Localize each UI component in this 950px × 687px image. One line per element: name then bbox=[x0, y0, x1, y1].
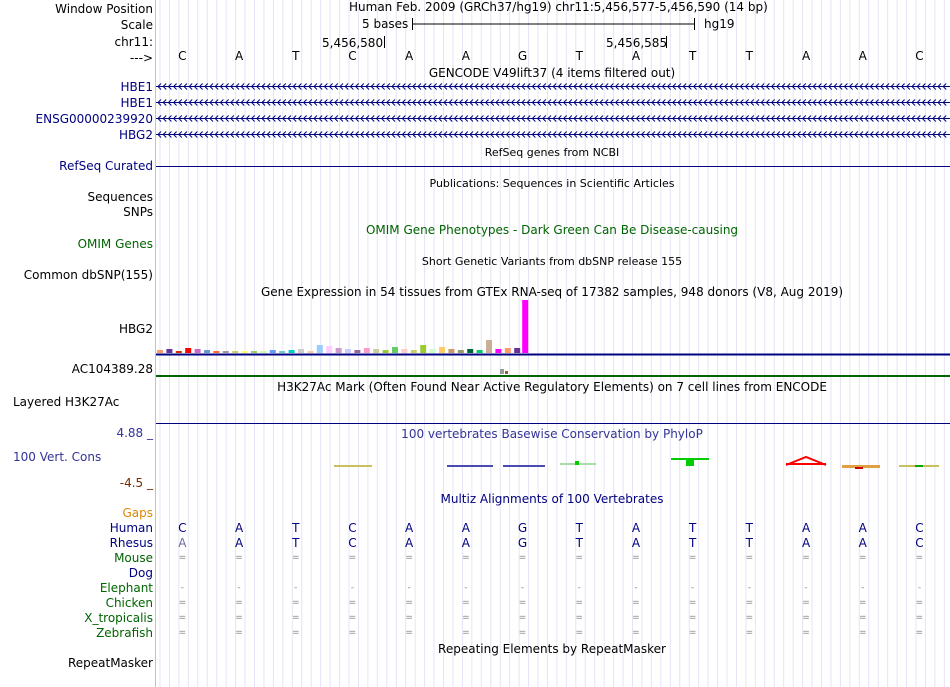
alignment-base: = bbox=[518, 553, 527, 563]
species-label[interactable]: Elephant bbox=[99, 581, 153, 595]
alignment-base: = bbox=[745, 628, 754, 638]
cons-mark bbox=[334, 465, 372, 467]
reference-base: G bbox=[517, 49, 528, 63]
publications-track-title[interactable]: Publications: Sequences in Scientific Articles bbox=[429, 177, 675, 190]
scale-value: 5 bases bbox=[362, 17, 409, 31]
alignment-base: = bbox=[858, 553, 867, 563]
gtex-tissue-bar[interactable] bbox=[270, 350, 276, 353]
alignment-base: C bbox=[915, 536, 924, 550]
gtex-tissue-bar[interactable] bbox=[401, 349, 407, 353]
alignment-base: = bbox=[745, 613, 754, 623]
publications-snps-label[interactable]: SNPs bbox=[123, 205, 153, 219]
alignment-base: = bbox=[802, 613, 810, 623]
gtex-tissue-bar[interactable] bbox=[307, 351, 313, 353]
alignment-base: T bbox=[688, 536, 697, 550]
alignment-base: = bbox=[348, 598, 357, 608]
alignment-base: T bbox=[575, 536, 583, 550]
alignment-base: = bbox=[405, 598, 413, 608]
alignment-base: G bbox=[517, 536, 528, 550]
gtex-tissue-bar[interactable] bbox=[373, 349, 379, 353]
cons-mark bbox=[915, 465, 923, 467]
alignment-base: A bbox=[858, 536, 867, 550]
alignment-base: = bbox=[348, 553, 357, 563]
gtex-gene-label[interactable]: AC104389.28 bbox=[71, 362, 153, 376]
alignment-base: = bbox=[745, 598, 754, 608]
alignment-base: - bbox=[917, 583, 922, 593]
alignment-base: A bbox=[801, 536, 811, 550]
gtex-tissue-bar[interactable] bbox=[439, 347, 445, 353]
reference-base: A bbox=[461, 49, 470, 63]
gtex-tissue-bar[interactable] bbox=[336, 348, 342, 353]
alignment-base: = bbox=[915, 628, 924, 638]
alignment-base: = bbox=[575, 553, 584, 563]
alignment-base: = bbox=[575, 613, 584, 623]
alignment-base: = bbox=[518, 598, 527, 608]
window-position-label: Window Position bbox=[55, 2, 153, 16]
cons-mark bbox=[855, 467, 863, 469]
alignment-base: = bbox=[802, 628, 810, 638]
reference-base: A bbox=[631, 49, 641, 63]
species-label[interactable]: X_tropicalis bbox=[84, 611, 153, 625]
alignment-base: = bbox=[348, 613, 357, 623]
alignment-base: T bbox=[745, 521, 754, 535]
alignment-base: T bbox=[292, 536, 300, 550]
h3k27ac-track-label[interactable]: Layered H3K27Ac bbox=[13, 395, 120, 409]
alignment-base: C bbox=[915, 521, 924, 535]
gtex-tissue-bar[interactable] bbox=[279, 351, 285, 353]
alignment-base: T bbox=[688, 521, 697, 535]
alignment-base: = bbox=[405, 613, 413, 623]
alignment-base: = bbox=[915, 553, 924, 563]
gtex-tissue-bar[interactable] bbox=[467, 349, 473, 353]
alignment-base: A bbox=[405, 536, 414, 550]
reference-base: T bbox=[292, 49, 300, 63]
gtex-tissue-bar[interactable] bbox=[345, 349, 351, 353]
gtex-tissue-bar[interactable] bbox=[232, 351, 238, 353]
reference-base: C bbox=[348, 49, 357, 63]
window-position-value: Human Feb. 2009 (GRCh37/hg19) chr11:5,456,577-5,456,590 (14 bp) bbox=[349, 0, 768, 14]
alignment-base: A bbox=[631, 536, 641, 550]
species-label[interactable]: Rhesus bbox=[109, 536, 153, 550]
gtex-tissue-bar[interactable] bbox=[223, 351, 229, 353]
gtex-tissue-bar[interactable] bbox=[204, 350, 210, 353]
alignment-base: - bbox=[861, 583, 865, 593]
gtex-tissue-bar[interactable] bbox=[242, 351, 248, 353]
gtex-tissue-bar[interactable] bbox=[213, 351, 219, 353]
species-label[interactable]: Mouse bbox=[114, 551, 153, 565]
alignment-base: A bbox=[631, 521, 641, 535]
alignment-base: = bbox=[632, 613, 640, 623]
alignment-base: - bbox=[577, 583, 581, 593]
alignment-base: = bbox=[802, 553, 810, 563]
alignment-base: - bbox=[350, 583, 355, 593]
h3k27ac-track-title[interactable]: H3K27Ac Mark (Often Found Near Active Regulatory Elements) on 7 cell lines from ENCODE bbox=[277, 380, 827, 394]
cons-mark bbox=[447, 465, 493, 467]
alignment-base: = bbox=[858, 598, 867, 608]
alignment-base: = bbox=[745, 553, 754, 563]
alignment-base: = bbox=[575, 628, 584, 638]
alignment-base: = bbox=[688, 613, 697, 623]
gtex-tissue-bar[interactable] bbox=[260, 351, 266, 353]
gencode-item-label[interactable]: HBG2 bbox=[119, 128, 153, 142]
gtex-tissue-bar[interactable] bbox=[185, 348, 191, 353]
alignment-base: A bbox=[801, 521, 811, 535]
cons-mark bbox=[786, 463, 826, 465]
alignment-base: = bbox=[235, 553, 243, 563]
alignment-base: C bbox=[178, 521, 187, 535]
gtex-tissue-bar[interactable] bbox=[505, 348, 511, 353]
alignment-base: = bbox=[235, 628, 243, 638]
alignment-base: - bbox=[747, 583, 751, 593]
gtex-tissue-bar[interactable] bbox=[420, 345, 426, 353]
alignment-base: = bbox=[688, 598, 697, 608]
cons-mark bbox=[686, 458, 694, 466]
gtex-tissue-bar[interactable] bbox=[477, 350, 483, 353]
gtex-tissue-bar[interactable] bbox=[486, 340, 492, 353]
alignment-base: = bbox=[462, 553, 470, 563]
alignment-base: = bbox=[178, 553, 187, 563]
gtex-tissue-bar[interactable] bbox=[176, 351, 182, 353]
gtex-small-bar bbox=[500, 369, 504, 374]
alignment-base: C bbox=[348, 521, 357, 535]
ruler-position: 5,456,580 bbox=[322, 36, 384, 50]
cons-mark bbox=[503, 465, 545, 467]
reference-base: T bbox=[745, 49, 754, 63]
alignment-base: = bbox=[575, 598, 584, 608]
cons-mark bbox=[575, 461, 579, 465]
alignment-base: A bbox=[234, 536, 244, 550]
alignment-base: = bbox=[632, 553, 640, 563]
multiz-gaps-label[interactable]: Gaps bbox=[122, 506, 153, 520]
refseq-track-title[interactable]: RefSeq genes from NCBI bbox=[484, 146, 620, 159]
alignment-base: - bbox=[691, 583, 695, 593]
alignment-base: A bbox=[461, 536, 470, 550]
gtex-tissue-bar[interactable] bbox=[514, 348, 520, 353]
gtex-tissue-bar[interactable] bbox=[495, 349, 501, 353]
alignment-base: = bbox=[802, 598, 810, 608]
gtex-tissue-bar[interactable] bbox=[383, 350, 389, 353]
cons-min-label: -4.5 _ bbox=[119, 476, 153, 490]
species-label[interactable]: Zebrafish bbox=[96, 626, 153, 640]
alignment-base: = bbox=[178, 613, 187, 623]
strand-label: ---> bbox=[129, 51, 153, 65]
reference-base: C bbox=[915, 49, 924, 63]
alignment-base: = bbox=[178, 598, 187, 608]
alignment-base: - bbox=[634, 583, 638, 593]
gtex-small-bar bbox=[505, 371, 508, 374]
alignment-base: = bbox=[291, 613, 300, 623]
assembly-name: hg19 bbox=[704, 17, 735, 31]
gtex-tissue-bar[interactable] bbox=[522, 300, 528, 353]
reference-base: A bbox=[405, 49, 414, 63]
alignment-base: = bbox=[915, 598, 924, 608]
alignment-base: = bbox=[462, 598, 470, 608]
chrom-label: chr11: bbox=[114, 35, 153, 49]
alignment-base: = bbox=[462, 628, 470, 638]
cons-track-label[interactable]: 100 Vert. Cons bbox=[13, 450, 102, 464]
alignment-base: = bbox=[291, 598, 300, 608]
gtex-tissue-bar[interactable] bbox=[354, 350, 360, 353]
repeatmasker-track-title[interactable]: Repeating Elements by RepeatMasker bbox=[438, 642, 666, 656]
gtex-tissue-bar[interactable] bbox=[326, 346, 332, 353]
alignment-base: T bbox=[292, 521, 300, 535]
alignment-base: = bbox=[291, 553, 300, 563]
alignment-base: C bbox=[348, 536, 357, 550]
species-label[interactable]: Dog bbox=[128, 566, 153, 580]
alignment-base: A bbox=[405, 521, 414, 535]
omim-track-title[interactable]: OMIM Gene Phenotypes - Dark Green Can Be Disease-causing bbox=[365, 223, 739, 237]
gencode-item-label[interactable]: HBE1 bbox=[120, 96, 153, 110]
alignment-base: = bbox=[688, 628, 697, 638]
gtex-gene-label[interactable]: HBG2 bbox=[119, 322, 153, 336]
alignment-base: - bbox=[294, 583, 298, 593]
alignment-base: = bbox=[518, 613, 527, 623]
alignment-base: = bbox=[858, 613, 867, 623]
gtex-track-title[interactable]: Gene Expression in 54 tissues from GTEx RNA-seq of 17382 samples, 948 donors (V8, Aug 2019) bbox=[260, 285, 844, 299]
gtex-tissue-bar[interactable] bbox=[364, 348, 370, 353]
reference-base: A bbox=[234, 49, 244, 63]
alignment-base: - bbox=[464, 583, 468, 593]
alignment-base: = bbox=[235, 598, 243, 608]
gtex-tissue-bar[interactable] bbox=[298, 349, 304, 353]
alignment-base: A bbox=[178, 536, 187, 550]
alignment-base: = bbox=[178, 628, 187, 638]
alignment-base: = bbox=[632, 628, 640, 638]
publications-sequences-label[interactable]: Sequences bbox=[87, 190, 153, 204]
alignment-base: - bbox=[520, 583, 525, 593]
gencode-item-label[interactable]: ENSG00000239920 bbox=[35, 112, 153, 126]
alignment-base: A bbox=[858, 521, 867, 535]
alignment-base: - bbox=[804, 583, 808, 593]
cons-max-label: 4.88 _ bbox=[116, 426, 153, 440]
ruler-position: 5,456,585 bbox=[606, 36, 668, 50]
gencode-track-title[interactable]: GENCODE V49lift37 (4 items filtered out) bbox=[428, 66, 676, 80]
omim-track-label[interactable]: OMIM Genes bbox=[77, 237, 153, 251]
gtex-tissue-bar[interactable] bbox=[392, 347, 398, 353]
gtex-tissue-bar[interactable] bbox=[166, 349, 172, 353]
gtex-expression-bars[interactable] bbox=[157, 300, 528, 353]
cons-track-title[interactable]: 100 vertebrates Basewise Conservation by PhyloP bbox=[401, 427, 703, 441]
gtex-tissue-bar[interactable] bbox=[448, 349, 454, 353]
alignment-base: = bbox=[462, 613, 470, 623]
gtex-tissue-bar[interactable] bbox=[458, 350, 464, 353]
gencode-item-label[interactable]: HBE1 bbox=[120, 80, 153, 94]
scale-label: Scale bbox=[120, 18, 153, 32]
repeatmasker-track-label[interactable]: RepeatMasker bbox=[67, 656, 153, 670]
species-label[interactable]: Chicken bbox=[105, 596, 153, 610]
alignment-base: = bbox=[405, 628, 413, 638]
alignment-base: - bbox=[237, 583, 241, 593]
alignment-base: = bbox=[518, 628, 527, 638]
alignment-base: A bbox=[461, 521, 470, 535]
alignment-base: = bbox=[632, 598, 640, 608]
alignment-base: - bbox=[180, 583, 184, 593]
reference-base: A bbox=[801, 49, 811, 63]
multiz-track-title[interactable]: Multiz Alignments of 100 Vertebrates bbox=[440, 492, 664, 506]
alignment-base: = bbox=[688, 553, 697, 563]
reference-base: T bbox=[688, 49, 697, 63]
alignment-base: T bbox=[575, 521, 583, 535]
alignment-base: A bbox=[234, 521, 244, 535]
gtex-tissue-bar[interactable] bbox=[411, 350, 417, 353]
reference-base: C bbox=[178, 49, 187, 63]
alignment-base: T bbox=[745, 536, 754, 550]
gtex-tissue-bar[interactable] bbox=[430, 349, 436, 353]
gtex-tissue-bar[interactable] bbox=[317, 345, 323, 353]
dbsnp-track-label[interactable]: Common dbSNP(155) bbox=[23, 268, 153, 282]
dbsnp-track-title[interactable]: Short Genetic Variants from dbSNP release 155 bbox=[421, 255, 683, 268]
species-label[interactable]: Human bbox=[109, 521, 153, 535]
alignment-base: = bbox=[915, 613, 924, 623]
alignment-base: = bbox=[405, 553, 413, 563]
alignment-base: = bbox=[348, 628, 357, 638]
alignment-base: G bbox=[517, 521, 528, 535]
alignment-base: = bbox=[858, 628, 867, 638]
gtex-tissue-bar[interactable] bbox=[289, 350, 295, 353]
reference-base: T bbox=[575, 49, 583, 63]
reference-base: A bbox=[858, 49, 867, 63]
alignment-base: - bbox=[407, 583, 411, 593]
refseq-track-label[interactable]: RefSeq Curated bbox=[59, 159, 153, 173]
alignment-base: = bbox=[291, 628, 300, 638]
alignment-base: = bbox=[235, 613, 243, 623]
gtex-tissue-bar[interactable] bbox=[157, 350, 163, 353]
gtex-tissue-bar[interactable] bbox=[195, 349, 201, 353]
gtex-tissue-bar[interactable] bbox=[251, 351, 257, 353]
